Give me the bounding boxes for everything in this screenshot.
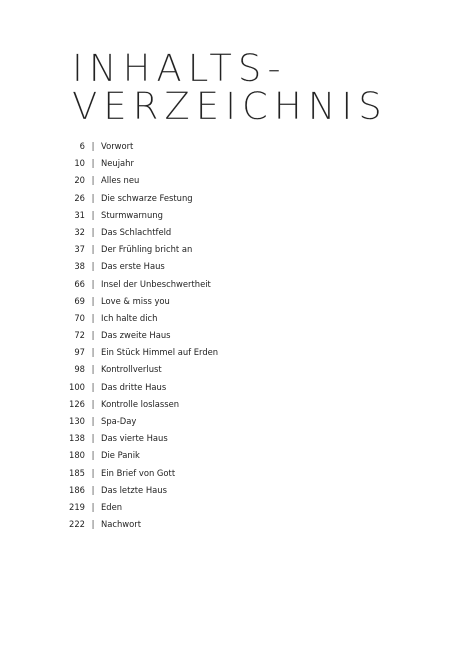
toc-chapter-title: Nachwort (101, 519, 142, 530)
toc-entry (40, 379, 218, 396)
toc-entry (40, 155, 218, 172)
toc-entry (40, 516, 218, 533)
toc-entry (40, 293, 218, 310)
toc-page-number: 26 (74, 192, 85, 203)
table-of-contents (40, 138, 218, 533)
toc-separator: | (91, 433, 95, 444)
toc-page-number: 66 (74, 278, 85, 289)
toc-page-number: 37 (74, 244, 85, 255)
toc-entry (40, 258, 218, 275)
toc-chapter-title: Die schwarze Festung (101, 192, 193, 203)
toc-separator: | (91, 312, 95, 323)
toc-entry (40, 327, 218, 344)
toc-entry (40, 172, 218, 189)
toc-page-number: 130 (69, 416, 85, 426)
toc-chapter-title: Das zweite Haus (101, 330, 171, 341)
toc-page-number: 31 (74, 209, 85, 220)
toc-separator: | (91, 192, 95, 203)
toc-entry (40, 190, 218, 207)
toc-entry (40, 207, 218, 224)
toc-separator: | (91, 381, 95, 392)
toc-chapter-title: Kontrolle loslassen (101, 398, 180, 409)
page-title-line-2: VERZEICHNIS (72, 85, 388, 128)
page-title-line-1: INHALTS- (72, 47, 287, 90)
toc-separator: | (91, 398, 95, 409)
toc-page-number: 6 (79, 141, 85, 151)
page-title (72, 47, 388, 128)
toc-chapter-title: Kontrollverlust (101, 364, 162, 375)
toc-page-number: 126 (69, 398, 85, 409)
toc-chapter-title: Das Schlachtfeld (101, 226, 172, 237)
toc-separator: | (91, 278, 95, 289)
toc-entry (40, 224, 218, 241)
toc-chapter-title: Ein Brief von Gott (101, 467, 176, 478)
toc-page-number: 10 (74, 158, 85, 169)
toc-chapter-title: Das dritte Haus (101, 381, 167, 392)
toc-chapter-title: Alles neu (101, 175, 140, 186)
toc-entry (40, 430, 218, 447)
toc-entry (40, 310, 218, 327)
toc-separator: | (91, 450, 95, 461)
toc-separator: | (91, 484, 95, 495)
toc-separator: | (91, 416, 95, 426)
toc-page-number: 70 (74, 312, 85, 323)
toc-page-number: 219 (69, 501, 85, 512)
toc-separator: | (91, 244, 95, 255)
toc-entry (40, 499, 218, 516)
toc-chapter-title: Ich halte dich (101, 312, 158, 323)
toc-entry (40, 482, 218, 499)
toc-entry (40, 276, 218, 293)
toc-page-number: 180 (69, 450, 85, 461)
toc-chapter-title: Ein Stück Himmel auf Erden (101, 347, 219, 358)
toc-entry (40, 413, 218, 430)
toc-separator: | (91, 295, 95, 306)
toc-page-number: 69 (74, 295, 85, 306)
toc-chapter-title: Neujahr (101, 158, 134, 169)
toc-entry (40, 138, 218, 155)
toc-separator: | (91, 364, 95, 375)
toc-chapter-title: Love & miss you (101, 295, 170, 306)
toc-page-number: 98 (74, 364, 85, 375)
toc-page-number: 138 (69, 433, 85, 444)
toc-chapter-title: Spa-Day (101, 416, 137, 426)
toc-page-number: 72 (74, 330, 85, 341)
toc-separator: | (91, 501, 95, 512)
toc-page-number: 100 (69, 381, 85, 392)
toc-page-number: 186 (69, 484, 85, 495)
toc-separator: | (91, 175, 95, 186)
toc-chapter-title: Das letzte Haus (101, 484, 167, 495)
toc-chapter-title: Das vierte Haus (101, 433, 168, 444)
toc-chapter-title: Das erste Haus (101, 261, 165, 272)
toc-separator: | (91, 226, 95, 237)
toc-separator: | (91, 467, 95, 478)
toc-entry (40, 361, 218, 378)
toc-separator: | (91, 347, 95, 358)
toc-separator: | (91, 519, 95, 530)
toc-separator: | (91, 209, 95, 220)
toc-page-number: 222 (69, 519, 85, 530)
toc-chapter-title: Eden (101, 501, 123, 512)
toc-page-number: 97 (74, 347, 85, 358)
toc-chapter-title: Sturmwarnung (101, 209, 163, 220)
toc-separator: | (91, 158, 95, 169)
toc-page-number: 38 (74, 261, 85, 272)
toc-separator: | (91, 261, 95, 272)
toc-chapter-title: Insel der Unbeschwertheit (101, 278, 211, 289)
toc-page-number: 32 (74, 226, 85, 237)
toc-chapter-title: Der Frühling bricht an (101, 244, 193, 255)
toc-separator: | (91, 141, 95, 151)
toc-entry (40, 465, 218, 482)
toc-chapter-title: Die Panik (101, 450, 140, 461)
toc-entry (40, 396, 218, 413)
toc-page-number: 20 (74, 175, 85, 186)
toc-page-number: 185 (69, 467, 85, 478)
toc-entry (40, 344, 218, 361)
toc-entry (40, 447, 218, 464)
toc-separator: | (91, 330, 95, 341)
toc-entry (40, 241, 218, 258)
toc-chapter-title: Vorwort (101, 141, 134, 151)
